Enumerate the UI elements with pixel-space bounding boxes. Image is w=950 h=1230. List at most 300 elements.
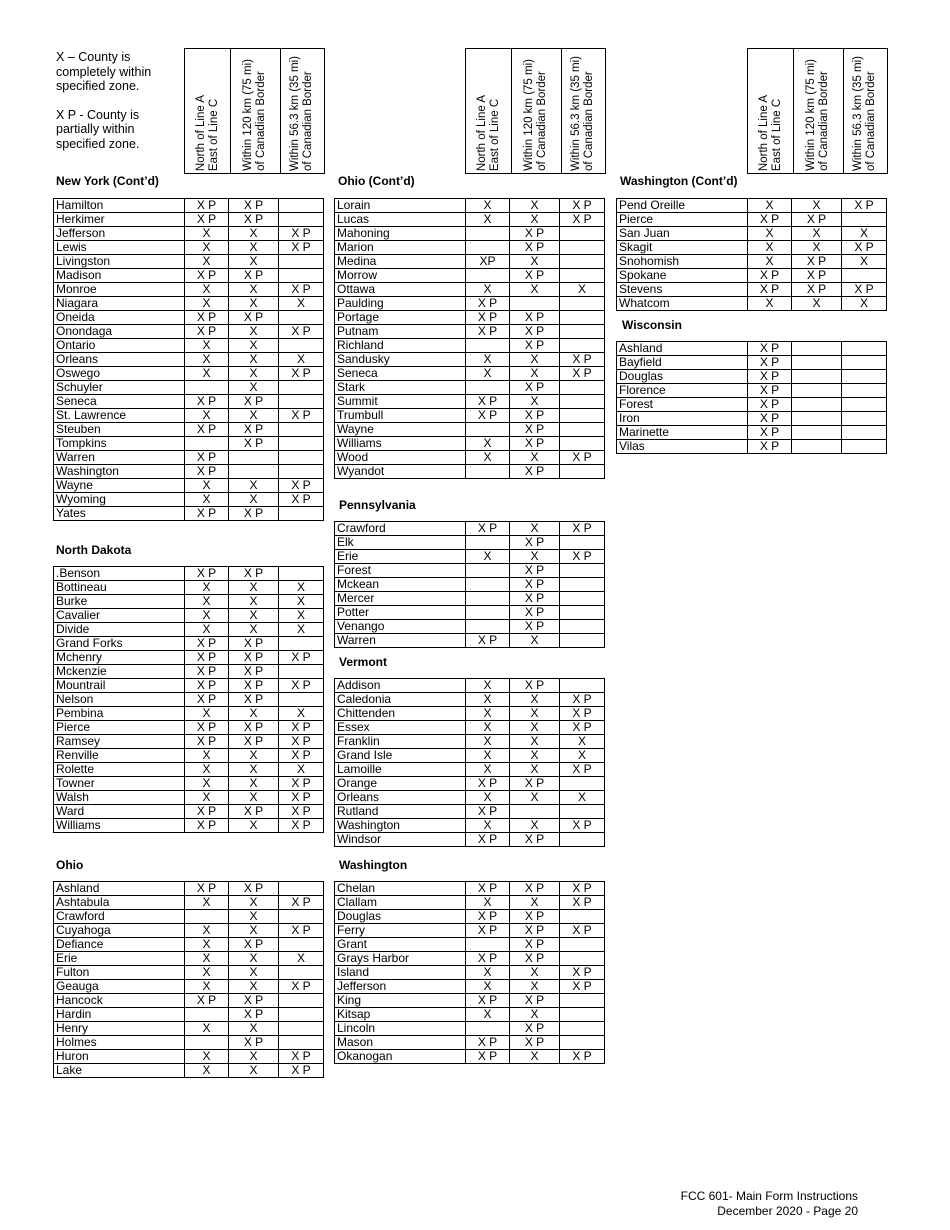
table-row <box>335 620 605 634</box>
zone-cell: X <box>560 735 605 749</box>
zone-cell: X P <box>279 409 324 423</box>
zone-cell: X P <box>510 536 560 550</box>
zone-cell: X <box>185 924 229 938</box>
zone-cell: X <box>229 609 279 623</box>
zone-cell <box>842 370 887 384</box>
zone-cell <box>466 465 510 479</box>
zone-cell <box>560 325 605 339</box>
zone-cell: XP <box>466 255 510 269</box>
table-row <box>54 882 324 896</box>
zone-cell: X P <box>792 283 842 297</box>
county-name: Steuben <box>54 423 185 437</box>
zone-cell: X <box>510 451 560 465</box>
zone-cell <box>279 269 324 283</box>
table-row <box>335 353 605 367</box>
zone-cell <box>279 381 324 395</box>
table-row <box>54 952 324 966</box>
zone-cell: X <box>229 966 279 980</box>
county-name: Ramsey <box>54 735 185 749</box>
zone-cell: X P <box>229 938 279 952</box>
zone-cell <box>560 592 605 606</box>
county-name: Yates <box>54 507 185 521</box>
zone-cell <box>466 938 510 952</box>
county-name: Elk <box>335 536 466 550</box>
table-row <box>617 412 887 426</box>
zone-cell: X P <box>229 651 279 665</box>
county-name: Hancock <box>54 994 185 1008</box>
zone-cell: X <box>229 910 279 924</box>
county-name: Mckean <box>335 578 466 592</box>
zone-cell: X <box>466 721 510 735</box>
zone-cell <box>466 381 510 395</box>
section-title-vermont: Vermont <box>339 655 388 669</box>
zone-cell: X P <box>560 693 605 707</box>
table-row <box>335 578 605 592</box>
zone-cell: X P <box>748 269 792 283</box>
zone-cell: X <box>229 595 279 609</box>
table-row <box>617 426 887 440</box>
county-name: Mercer <box>335 592 466 606</box>
zone-cell: X P <box>560 896 605 910</box>
zone-cell: X P <box>510 339 560 353</box>
county-name: Divide <box>54 623 185 637</box>
county-name: Rutland <box>335 805 466 819</box>
table-row <box>335 805 605 819</box>
county-name: Mason <box>335 1036 466 1050</box>
zone-cell <box>279 665 324 679</box>
zone-cell: X P <box>229 805 279 819</box>
table-row <box>54 1064 324 1078</box>
table-row <box>335 896 605 910</box>
zone-cell: X P <box>466 522 510 536</box>
county-name: St. Lawrence <box>54 409 185 423</box>
zone-cell: X <box>748 227 792 241</box>
zone-cell: X P <box>748 398 792 412</box>
table-row <box>335 910 605 924</box>
zone-cell <box>279 339 324 353</box>
zone-cell: X <box>510 255 560 269</box>
zone-cell <box>185 1036 229 1050</box>
table-row <box>54 241 324 255</box>
zone-cell <box>560 1022 605 1036</box>
table-row <box>54 721 324 735</box>
table-row <box>54 581 324 595</box>
table-row <box>54 609 324 623</box>
zone-cell: X <box>229 479 279 493</box>
zone-cell: X <box>229 777 279 791</box>
zone-cell <box>279 693 324 707</box>
county-name: Geauga <box>54 980 185 994</box>
table-row <box>617 255 887 269</box>
zone-cell: X P <box>229 567 279 581</box>
zone-cell <box>279 567 324 581</box>
zone-cell: X <box>279 353 324 367</box>
zone-cell: X <box>279 609 324 623</box>
table-row <box>335 777 605 791</box>
county-name: Defiance <box>54 938 185 952</box>
zone-cell: X <box>185 896 229 910</box>
zone-cell <box>185 910 229 924</box>
col-header-56km: Within 56.3 km (35 mi) of Canadian Border <box>843 49 887 173</box>
zone-cell: X <box>185 595 229 609</box>
table-row <box>617 370 887 384</box>
zone-cell: X P <box>279 651 324 665</box>
zone-cell: X P <box>185 735 229 749</box>
zone-cell: X <box>185 367 229 381</box>
table-row <box>335 1036 605 1050</box>
table-row <box>617 213 887 227</box>
zone-cell <box>279 423 324 437</box>
zone-cell <box>560 339 605 353</box>
zone-cell: X <box>510 550 560 564</box>
table-row <box>335 679 605 693</box>
zone-cell: X P <box>792 269 842 283</box>
table-row <box>335 339 605 353</box>
zone-cell: X <box>229 1022 279 1036</box>
table-row <box>54 707 324 721</box>
zone-cell: X <box>510 819 560 833</box>
zone-cell: X P <box>185 693 229 707</box>
table-row <box>335 241 605 255</box>
county-name: Pierce <box>54 721 185 735</box>
zone-cell: X <box>229 791 279 805</box>
zone-cell: X <box>185 1064 229 1078</box>
table-row <box>335 833 605 847</box>
legend-x: X – County is completely within specified zone. <box>56 50 152 93</box>
table-row <box>335 550 605 564</box>
zone-cell <box>792 342 842 356</box>
footer-page-number: December 2020 - Page 20 <box>717 1204 858 1218</box>
zone-cell: X <box>185 952 229 966</box>
zone-cell: X <box>466 966 510 980</box>
zone-cell: X <box>842 227 887 241</box>
zone-cell: X P <box>560 882 605 896</box>
table-washington <box>334 881 605 1064</box>
county-name: Walsh <box>54 791 185 805</box>
column-header-group-3 <box>747 48 888 174</box>
zone-cell: X P <box>466 297 510 311</box>
zone-cell: X P <box>792 255 842 269</box>
legend <box>56 50 184 165</box>
zone-cell: X <box>466 353 510 367</box>
county-name: Skagit <box>617 241 748 255</box>
zone-cell: X P <box>510 994 560 1008</box>
table-ohio-cont <box>334 198 605 479</box>
zone-cell: X <box>466 707 510 721</box>
county-name: Renville <box>54 749 185 763</box>
zone-cell: X P <box>792 213 842 227</box>
col-header-line-a: North of Line A East of Line C <box>194 94 220 171</box>
table-row <box>54 651 324 665</box>
zone-cell: X <box>229 924 279 938</box>
zone-cell: X P <box>560 980 605 994</box>
table-row <box>54 1050 324 1064</box>
col-header-line-a: North of Line A East of Line C <box>475 94 501 171</box>
section-title-ohio: Ohio <box>56 858 84 872</box>
zone-cell <box>560 409 605 423</box>
county-name: Orleans <box>54 353 185 367</box>
county-name: Venango <box>335 620 466 634</box>
zone-cell: X P <box>185 465 229 479</box>
zone-cell: X <box>229 493 279 507</box>
zone-cell: X P <box>466 325 510 339</box>
table-row <box>335 882 605 896</box>
zone-cell: X <box>792 297 842 311</box>
zone-cell: X P <box>510 924 560 938</box>
table-row <box>54 819 324 833</box>
zone-cell: X P <box>748 356 792 370</box>
table-row <box>54 339 324 353</box>
county-name: Bottineau <box>54 581 185 595</box>
zone-cell: X <box>510 367 560 381</box>
table-row <box>54 283 324 297</box>
county-name: Forest <box>335 564 466 578</box>
zone-cell: X P <box>229 665 279 679</box>
zone-cell: X <box>510 1050 560 1064</box>
county-name: Burke <box>54 595 185 609</box>
table-row <box>617 398 887 412</box>
county-name: Richland <box>335 339 466 353</box>
county-name: Clallam <box>335 896 466 910</box>
zone-cell <box>792 384 842 398</box>
county-name: Lincoln <box>335 1022 466 1036</box>
zone-cell <box>229 465 279 479</box>
county-name: Hardin <box>54 1008 185 1022</box>
table-row <box>54 227 324 241</box>
county-name: Hamilton <box>54 199 185 213</box>
zone-cell: X <box>185 241 229 255</box>
county-name: Schuyler <box>54 381 185 395</box>
zone-cell: X P <box>185 311 229 325</box>
zone-cell: X <box>279 623 324 637</box>
county-name: Ashland <box>617 342 748 356</box>
zone-cell: X P <box>466 805 510 819</box>
zone-cell <box>185 1008 229 1022</box>
zone-cell: X P <box>510 437 560 451</box>
table-row <box>54 311 324 325</box>
zone-cell: X P <box>466 910 510 924</box>
zone-cell: X P <box>748 283 792 297</box>
zone-cell: X <box>510 395 560 409</box>
zone-cell: X <box>185 1022 229 1036</box>
zone-cell <box>560 833 605 847</box>
zone-cell: X <box>229 623 279 637</box>
zone-cell <box>279 637 324 651</box>
table-row <box>54 255 324 269</box>
table-row <box>54 777 324 791</box>
county-name: Essex <box>335 721 466 735</box>
table-row <box>54 367 324 381</box>
table-row <box>54 735 324 749</box>
table-row <box>54 353 324 367</box>
zone-cell: X P <box>185 637 229 651</box>
county-name: Oswego <box>54 367 185 381</box>
zone-cell: X <box>185 938 229 952</box>
zone-cell: X <box>185 777 229 791</box>
zone-cell: X <box>185 409 229 423</box>
table-row <box>335 269 605 283</box>
zone-cell: X P <box>185 882 229 896</box>
zone-cell <box>560 606 605 620</box>
table-row <box>335 536 605 550</box>
table-row <box>54 938 324 952</box>
table-row <box>54 637 324 651</box>
table-row <box>54 679 324 693</box>
zone-cell: X P <box>560 966 605 980</box>
zone-cell: X P <box>510 679 560 693</box>
zone-cell <box>279 938 324 952</box>
zone-cell: X P <box>560 353 605 367</box>
county-name: Mckenzie <box>54 665 185 679</box>
county-name: Sandusky <box>335 353 466 367</box>
zone-cell: X <box>748 255 792 269</box>
county-name: Caledonia <box>335 693 466 707</box>
zone-cell: X <box>229 227 279 241</box>
zone-cell: X P <box>279 679 324 693</box>
county-name: Ashland <box>54 882 185 896</box>
table-row <box>335 199 605 213</box>
zone-cell <box>560 437 605 451</box>
zone-cell: X <box>510 693 560 707</box>
table-row <box>617 199 887 213</box>
county-name: Portage <box>335 311 466 325</box>
table-row <box>54 966 324 980</box>
zone-cell: X P <box>466 1036 510 1050</box>
zone-cell <box>560 465 605 479</box>
zone-cell: X P <box>279 749 324 763</box>
table-row <box>617 227 887 241</box>
zone-cell: X <box>466 693 510 707</box>
zone-cell: X P <box>510 227 560 241</box>
zone-cell: X <box>560 749 605 763</box>
county-name: Summit <box>335 395 466 409</box>
table-row <box>54 423 324 437</box>
zone-cell: X <box>185 353 229 367</box>
zone-cell: X <box>748 241 792 255</box>
zone-cell <box>560 255 605 269</box>
table-row <box>54 451 324 465</box>
county-name: Vilas <box>617 440 748 454</box>
zone-cell: X P <box>560 721 605 735</box>
county-name: Medina <box>335 255 466 269</box>
county-name: Towner <box>54 777 185 791</box>
county-name: Mahoning <box>335 227 466 241</box>
zone-cell <box>279 199 324 213</box>
table-row <box>54 381 324 395</box>
zone-cell: X P <box>510 938 560 952</box>
county-name: Warren <box>335 634 466 648</box>
table-row <box>54 1008 324 1022</box>
zone-cell <box>792 370 842 384</box>
zone-cell: X <box>229 896 279 910</box>
zone-cell <box>842 426 887 440</box>
county-name: Island <box>335 966 466 980</box>
zone-cell: X <box>792 199 842 213</box>
zone-cell: X P <box>510 381 560 395</box>
zone-cell: X P <box>279 819 324 833</box>
zone-cell <box>792 356 842 370</box>
county-name: Monroe <box>54 283 185 297</box>
table-row <box>54 1036 324 1050</box>
zone-cell <box>279 395 324 409</box>
table-row <box>54 1022 324 1036</box>
county-name: Wyoming <box>54 493 185 507</box>
zone-cell: X P <box>185 665 229 679</box>
zone-cell: X P <box>185 395 229 409</box>
zone-cell: X P <box>560 213 605 227</box>
zone-cell <box>560 910 605 924</box>
zone-cell: X P <box>279 777 324 791</box>
table-row <box>335 735 605 749</box>
zone-cell: X P <box>279 896 324 910</box>
section-title-ohio-cont: Ohio (Cont’d) <box>338 174 415 188</box>
zone-cell: X <box>185 581 229 595</box>
section-title-north-dakota: North Dakota <box>56 543 132 557</box>
county-name: Orange <box>335 777 466 791</box>
zone-cell <box>279 882 324 896</box>
county-name: Niagara <box>54 297 185 311</box>
county-name: Spokane <box>617 269 748 283</box>
zone-cell: X <box>185 980 229 994</box>
zone-cell: X <box>185 749 229 763</box>
table-row <box>335 522 605 536</box>
zone-cell: X <box>748 199 792 213</box>
zone-cell: X P <box>466 395 510 409</box>
zone-cell: X P <box>279 735 324 749</box>
zone-cell: X <box>560 283 605 297</box>
zone-cell <box>560 952 605 966</box>
county-name: Herkimer <box>54 213 185 227</box>
zone-cell: X <box>229 283 279 297</box>
table-row <box>54 910 324 924</box>
zone-cell <box>560 564 605 578</box>
zone-cell <box>466 241 510 255</box>
table-row <box>54 693 324 707</box>
zone-cell <box>466 578 510 592</box>
county-name: Marinette <box>617 426 748 440</box>
zone-cell <box>560 423 605 437</box>
zone-cell: X P <box>510 423 560 437</box>
county-name: Potter <box>335 606 466 620</box>
legend-xp: X P - County is partially within specified zone. <box>56 107 140 151</box>
table-row <box>335 952 605 966</box>
table-row <box>335 437 605 451</box>
zone-cell: X P <box>279 791 324 805</box>
county-name: Holmes <box>54 1036 185 1050</box>
zone-cell: X P <box>748 412 792 426</box>
zone-cell <box>560 578 605 592</box>
zone-cell: X P <box>466 409 510 423</box>
zone-cell: X <box>466 819 510 833</box>
zone-cell: X P <box>185 679 229 693</box>
col-header-56km: Within 56.3 km (35 mi) of Canadian Border <box>280 49 324 173</box>
table-row <box>335 311 605 325</box>
county-name: Cavalier <box>54 609 185 623</box>
zone-cell: X <box>510 522 560 536</box>
table-row <box>335 367 605 381</box>
page-footer <box>681 1189 858 1219</box>
zone-cell: X P <box>185 199 229 213</box>
table-row <box>335 227 605 241</box>
table-row <box>335 381 605 395</box>
zone-cell: X P <box>466 777 510 791</box>
zone-cell <box>279 1036 324 1050</box>
zone-cell: X <box>466 679 510 693</box>
county-name: Tompkins <box>54 437 185 451</box>
zone-cell: X <box>510 353 560 367</box>
zone-cell: X <box>792 227 842 241</box>
zone-cell: X P <box>510 409 560 423</box>
